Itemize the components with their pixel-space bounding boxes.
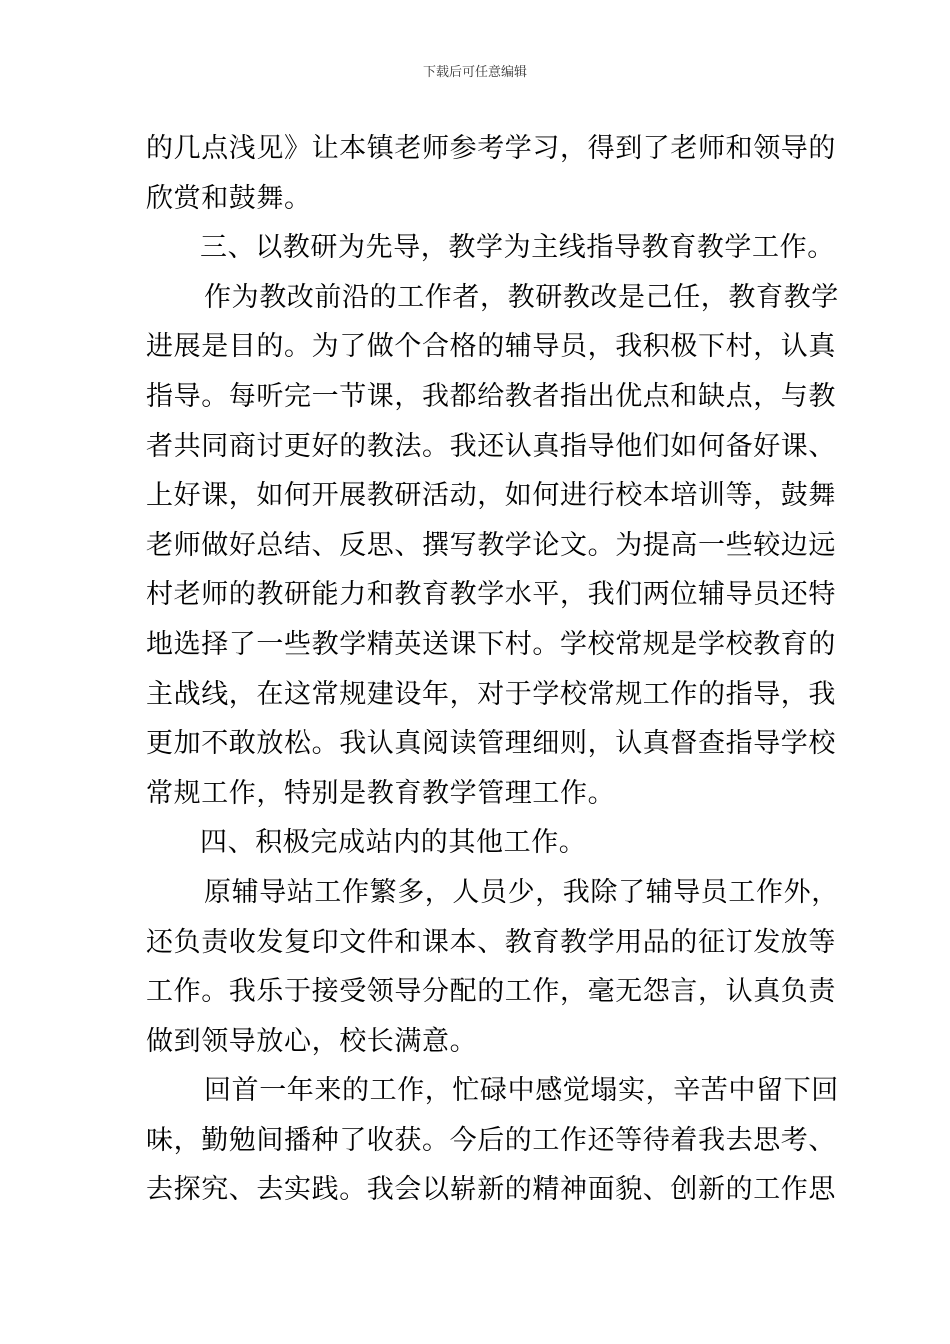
section-heading: 四、积极完成站内的其他工作。	[200, 827, 587, 859]
document-body	[146, 124, 839, 1215]
text-line: 欣赏和鼓舞。	[146, 182, 312, 214]
text-line: 还负责收发复印文件和课本、教育教学用品的征订发放等	[146, 926, 836, 958]
section-heading: 三、以教研为先导，教学为主线指导教育教学工作。	[200, 232, 835, 264]
text-line: 老师做好总结、反思、撰写教学论文。为提高一些较边远	[146, 529, 836, 561]
text-line: 常规工作，特别是教育教学管理工作。	[146, 777, 616, 809]
text-line: 做到领导放心，校长满意。	[146, 1025, 478, 1057]
paragraph-first-line: 作为教改前沿的工作者，教研教改是己任，教育教学	[204, 281, 839, 313]
text-line: 指导。每听完一节课，我都给教者指出优点和缺点，与教	[146, 380, 836, 412]
text-line: 村老师的教研能力和教育教学水平，我们两位辅导员还特	[146, 579, 836, 611]
paragraph-first-line: 原辅导站工作繁多，人员少，我除了辅导员工作外，	[204, 876, 839, 908]
text-line: 者共同商讨更好的教法。我还认真指导他们如何备好课、	[146, 430, 836, 462]
paragraph-first-line: 回首一年来的工作，忙碌中感觉塌实，辛苦中留下回	[204, 1075, 839, 1107]
text-line: 的几点浅见》让本镇老师参考学习，得到了老师和领导的	[146, 133, 836, 164]
text-line: 工作。我乐于接受领导分配的工作，毫无怨言，认真负责	[146, 976, 836, 1008]
text-line: 进展是目的。为了做个合格的辅导员，我积极下村，认真	[146, 331, 836, 363]
page-header: 下载后可任意编辑	[422, 65, 527, 80]
text-line: 地选择了一些教学精英送课下村。学校常规是学校教育的	[146, 628, 836, 660]
text-line: 味，勤勉间播种了收获。今后的工作还等待着我去思考、	[146, 1124, 836, 1156]
text-line: 更加不敢放松。我认真阅读管理细则，认真督查指导学校	[146, 728, 836, 760]
text-line: 主战线，在这常规建设年，对于学校常规工作的指导，我	[146, 678, 836, 710]
text-line: 去探究、去实践。我会以崭新的精神面貌、创新的工作思	[146, 1174, 836, 1206]
text-line: 上好课，如何开展教研活动，如何进行校本培训等，鼓舞	[146, 480, 836, 512]
